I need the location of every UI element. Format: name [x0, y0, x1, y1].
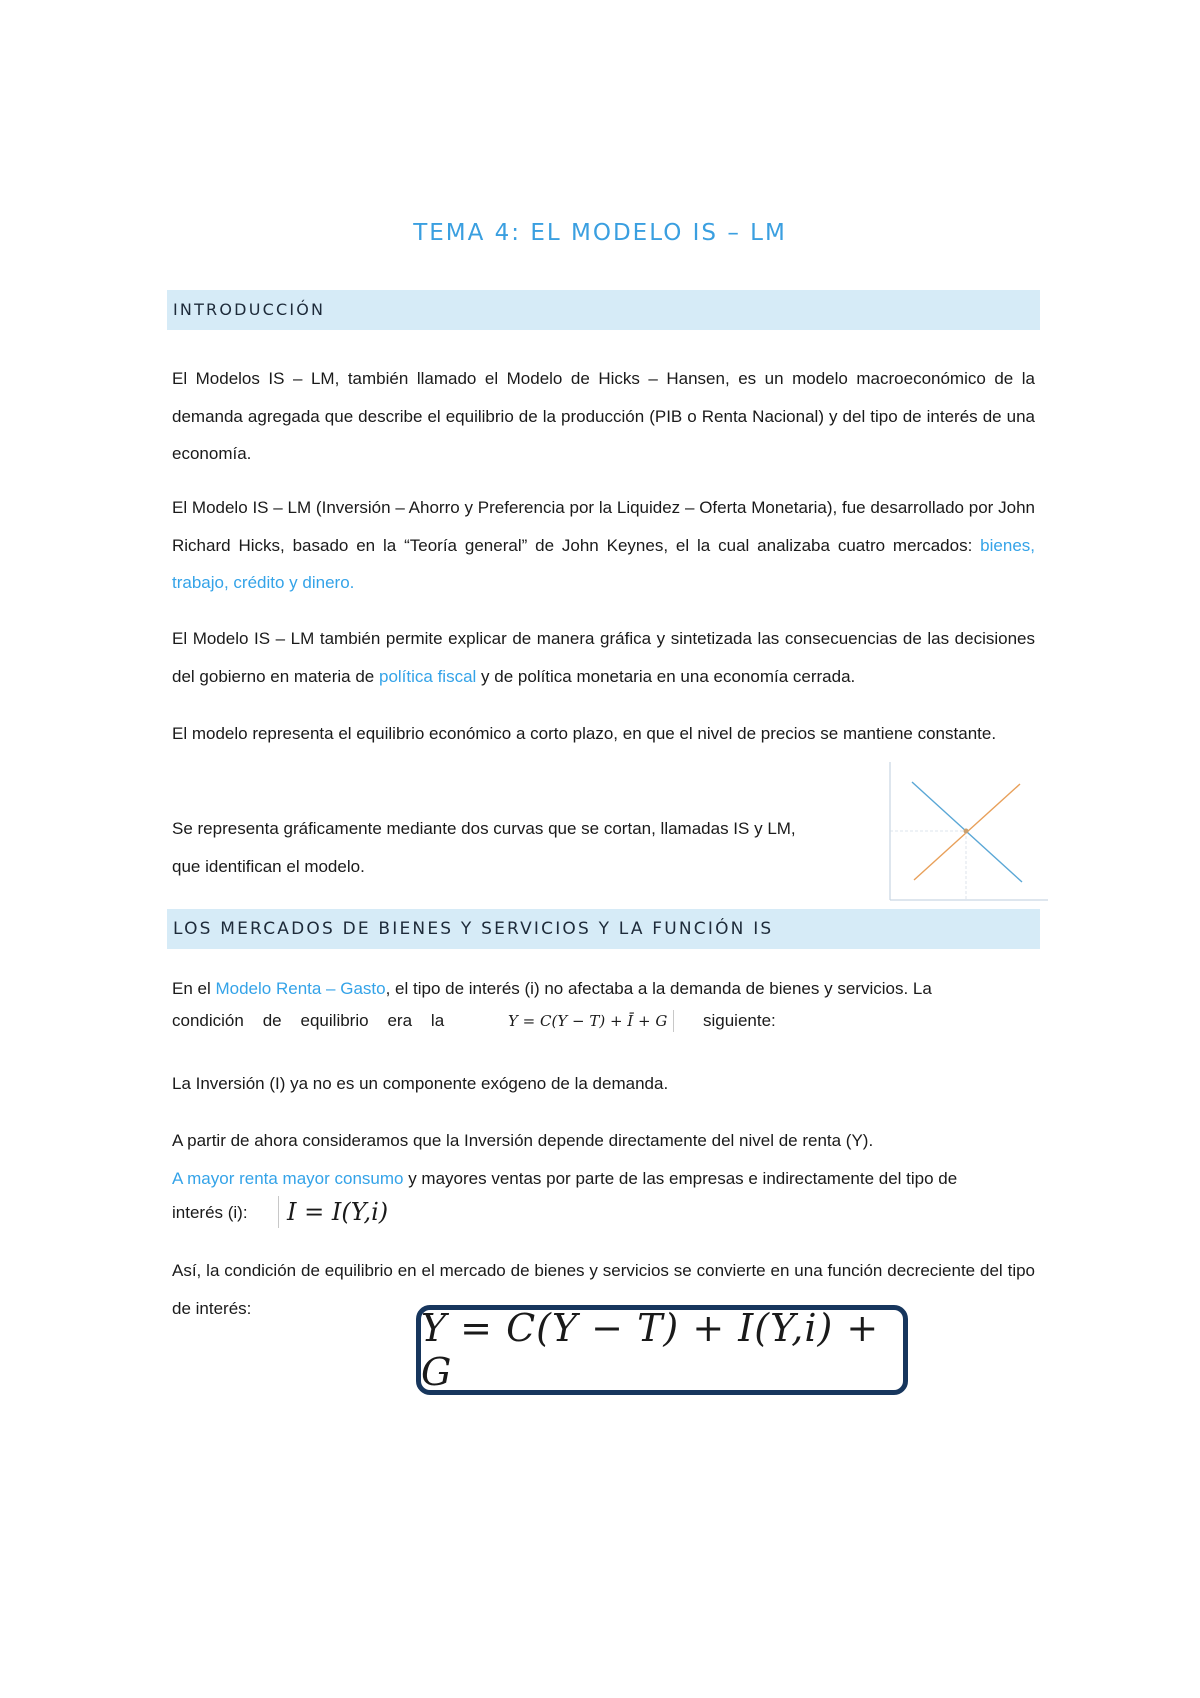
intro-paragraph-3-after: y de política monetaria en una economía cerrada.	[476, 666, 856, 686]
highlight-politica-fiscal: política fiscal	[378, 666, 477, 686]
section-header-mercados: LOS MERCADOS DE BIENES Y SERVICIOS Y LA FUNCIÓN IS	[167, 909, 1040, 949]
equilibrium-formula-inline: Y = C(Y − T) + Ī + G	[508, 1010, 674, 1032]
mercados-paragraph-1-after: , el tipo de interés (i) no afectaba a la demanda de bienes y servicios. La	[385, 979, 932, 998]
mercados-paragraph-1-end: siguiente:	[703, 1011, 776, 1030]
mercados-paragraph-2: La Inversión (I) ya no es un componente exógeno de la demanda.	[172, 1074, 669, 1093]
is-equation: Y = C(Y − T) + I(Y,i) + G	[421, 1306, 880, 1394]
intro-paragraph-5	[172, 810, 872, 885]
investment-function-formula: I = I(Y,i)	[278, 1196, 388, 1228]
mercados-paragraph-1-line2: condición de equilibrio era la	[172, 1011, 445, 1030]
mercados-paragraph-3-line1: A partir de ahora consideramos que la Inversión depende directamente del nivel de renta (Y).	[172, 1131, 874, 1150]
intro-paragraph-3	[172, 620, 1035, 695]
mercados-paragraph-3-line3: interés (i):	[172, 1203, 248, 1222]
highlight-modelo-renta-gasto: Modelo Renta – Gasto	[215, 979, 386, 998]
page-title: TEMA 4: EL MODELO IS – LM	[413, 220, 787, 246]
intro-paragraph-5-line1: Se representa gráficamente mediante dos curvas que se cortan, llamadas IS y LM,	[172, 819, 796, 838]
mercados-paragraph-3	[172, 1122, 1035, 1197]
is-equation-box	[416, 1305, 908, 1395]
intro-paragraph-4: El modelo representa el equilibrio económico a corto plazo, en que el nivel de precios se mantiene constante.	[172, 724, 997, 743]
intro-paragraph-5-line2: que identifican el modelo.	[172, 856, 365, 876]
intro-paragraph-2	[172, 489, 1035, 602]
intro-paragraph-3-before: El Modelo IS – LM también permite explicar de manera gráfica y sintetizada las consecuencias de las decisiones del gobierno en materia de	[172, 629, 1035, 686]
mercados-paragraph-1	[172, 970, 1035, 1008]
is-lm-diagram	[872, 758, 1052, 910]
highlight-mercados: bienes, trabajo, crédito y dinero.	[172, 535, 1035, 592]
intro-paragraph-2-text: El Modelo IS – LM (Inversión – Ahorro y Preferencia por la Liquidez – Oferta Monetaria), fue desarrollado por John Richard Hicks, basado en la “Teoría general” de John Keynes, el la cual analizaba cuatro mercados:	[172, 498, 1035, 555]
mercados-paragraph-3-after: y mayores ventas por parte de las empresas e indirectamente del tipo de	[403, 1168, 958, 1188]
equilibrium-point	[964, 829, 969, 834]
mercados-paragraph-1-before: En el	[172, 979, 216, 998]
section-header-introduccion: INTRODUCCIÓN	[167, 290, 1040, 330]
mercados-paragraph-4: Así, la condición de equilibrio en el mercado de bienes y servicios se convierte en una función decreciente del tipo de interés:	[172, 1261, 1035, 1318]
intro-paragraph-1: El Modelos IS – LM, también llamado el Modelo de Hicks – Hansen, es un modelo macroeconómico de la demanda agregada que describe el equilibrio de la producción (PIB o Renta Nacional) y del tipo de interés de una economía.	[172, 369, 1035, 463]
highlight-mayor-renta: A mayor renta mayor consumo	[172, 1168, 404, 1188]
